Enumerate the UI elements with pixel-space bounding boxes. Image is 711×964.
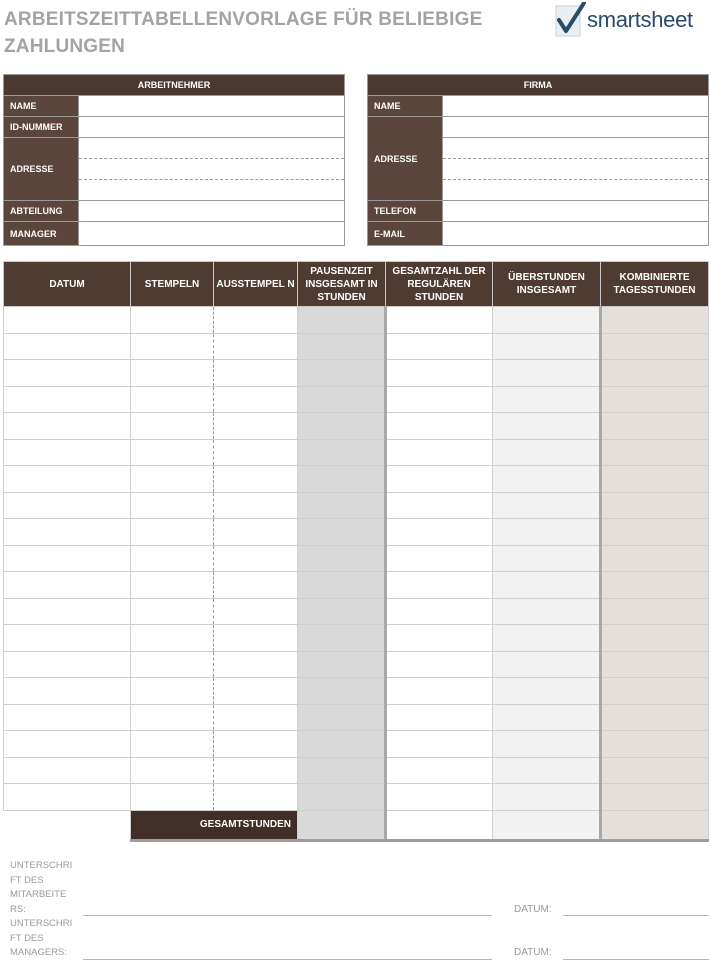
manager-date-label: DATUM: (514, 947, 552, 958)
overtime-cell[interactable] (493, 678, 601, 705)
table-row (4, 307, 709, 334)
overtime-cell[interactable] (493, 307, 601, 334)
clock-in-cell[interactable] (131, 360, 214, 387)
combined-hours-cell[interactable] (601, 757, 709, 784)
regular-hours-cell[interactable] (386, 731, 493, 758)
overtime-cell[interactable] (493, 466, 601, 493)
manager-signature-label: UNTERSCHRI FT DES MANAGERS: (10, 918, 73, 959)
break-cell[interactable] (298, 360, 386, 387)
overtime-cell[interactable] (493, 572, 601, 599)
combined-hours-cell[interactable] (601, 572, 709, 599)
clock-in-cell[interactable] (131, 784, 214, 811)
clock-out-cell[interactable] (214, 386, 298, 413)
break-cell[interactable] (298, 572, 386, 599)
overtime-cell[interactable] (493, 545, 601, 572)
table-row (4, 333, 709, 360)
column-header-overtime: ÜBERSTUNDEN INSGESAMT (493, 262, 601, 307)
employee-date-line[interactable] (563, 915, 709, 916)
combined-hours-cell[interactable] (601, 360, 709, 387)
regular-hours-cell[interactable] (386, 678, 493, 705)
column-header-date: DATUM (4, 262, 131, 307)
break-cell[interactable] (298, 466, 386, 493)
clock-in-cell[interactable] (131, 333, 214, 360)
total-break-cell[interactable] (298, 810, 386, 840)
page-title: ARBEITSZEITTABELLENVORLAGE FÜR BELIEBIGE ZAHLUNGEN (4, 9, 483, 57)
clock-out-cell[interactable] (214, 439, 298, 466)
clock-in-cell[interactable] (131, 492, 214, 519)
clock-in-cell[interactable] (131, 572, 214, 599)
overtime-cell[interactable] (493, 731, 601, 758)
clock-in-cell[interactable] (131, 307, 214, 334)
clock-out-cell[interactable] (214, 598, 298, 625)
break-cell[interactable] (298, 784, 386, 811)
employee-date-label: DATUM: (514, 904, 552, 915)
date-cell[interactable] (4, 625, 131, 652)
break-cell[interactable] (298, 413, 386, 440)
clock-out-cell[interactable] (214, 545, 298, 572)
break-cell[interactable] (298, 545, 386, 572)
employee-manager-label: MANAGER (4, 222, 79, 246)
clock-out-cell[interactable] (214, 678, 298, 705)
date-cell[interactable] (4, 333, 131, 360)
date-cell[interactable] (4, 492, 131, 519)
table-row (4, 545, 709, 572)
combined-hours-cell[interactable] (601, 625, 709, 652)
total-combined-cell[interactable] (601, 810, 709, 840)
break-cell[interactable] (298, 625, 386, 652)
employee-signature-label: UNTERSCHRI FT DES MITARBEITE RS: (10, 860, 73, 915)
date-cell[interactable] (4, 651, 131, 678)
company-address-line-3[interactable] (443, 159, 709, 180)
employee-address-line-2[interactable] (79, 159, 345, 180)
clock-out-cell[interactable] (214, 731, 298, 758)
clock-in-cell[interactable] (131, 386, 214, 413)
clock-out-cell[interactable] (214, 572, 298, 599)
date-cell[interactable] (4, 572, 131, 599)
date-cell[interactable] (4, 757, 131, 784)
clock-in-cell[interactable] (131, 757, 214, 784)
employee-id-field[interactable] (79, 117, 345, 138)
break-cell[interactable] (298, 386, 386, 413)
clock-in-cell[interactable] (131, 704, 214, 731)
regular-hours-cell[interactable] (386, 572, 493, 599)
company-address-line-1[interactable] (443, 117, 709, 138)
regular-hours-cell[interactable] (386, 360, 493, 387)
clock-in-cell[interactable] (131, 731, 214, 758)
overtime-cell[interactable] (493, 757, 601, 784)
column-header-regular-hours: GESAMTZAHL DER REGULÄREN STUNDEN (386, 262, 493, 307)
clock-in-cell[interactable] (131, 413, 214, 440)
regular-hours-cell[interactable] (386, 466, 493, 493)
column-header-break-time: PAUSENZEIT INSGESAMT IN STUNDEN (298, 262, 386, 307)
employee-department-label: ABTEILUNG (4, 201, 79, 222)
overtime-cell[interactable] (493, 625, 601, 652)
break-cell[interactable] (298, 492, 386, 519)
regular-hours-cell[interactable] (386, 492, 493, 519)
table-row (4, 386, 709, 413)
clock-out-cell[interactable] (214, 704, 298, 731)
company-address-label: ADRESSE (368, 117, 443, 201)
column-header-clock-in: STEMPELN (131, 262, 214, 307)
overtime-cell[interactable] (493, 413, 601, 440)
regular-hours-cell[interactable] (386, 704, 493, 731)
employee-id-label: ID-NUMMER (4, 117, 79, 138)
clock-in-cell[interactable] (131, 678, 214, 705)
total-hours-label: GESAMTSTUNDEN (131, 810, 298, 840)
employee-signature-line[interactable] (83, 915, 492, 916)
table-row (4, 519, 709, 546)
overtime-cell[interactable] (493, 492, 601, 519)
break-cell[interactable] (298, 731, 386, 758)
combined-hours-cell[interactable] (601, 598, 709, 625)
date-cell[interactable] (4, 386, 131, 413)
date-cell[interactable] (4, 784, 131, 811)
combined-hours-cell[interactable] (601, 333, 709, 360)
manager-date-line[interactable] (563, 959, 709, 960)
column-header-combined-hours: KOMBINIERTE TAGESSTUNDEN (601, 262, 709, 307)
combined-hours-cell[interactable] (601, 307, 709, 334)
table-row (4, 413, 709, 440)
employee-table (3, 74, 345, 246)
employee-manager-field[interactable] (79, 222, 345, 246)
table-row (4, 492, 709, 519)
clock-out-cell[interactable] (214, 492, 298, 519)
employee-address-label: ADRESSE (4, 138, 79, 201)
break-cell[interactable] (298, 307, 386, 334)
company-email-label: E-MAIL (368, 222, 443, 246)
combined-hours-cell[interactable] (601, 678, 709, 705)
overtime-cell[interactable] (493, 333, 601, 360)
date-cell[interactable] (4, 731, 131, 758)
clock-out-cell[interactable] (214, 413, 298, 440)
overtime-cell[interactable] (493, 784, 601, 811)
logo-text: smartsheet (587, 7, 693, 32)
clock-out-cell[interactable] (214, 466, 298, 493)
date-cell[interactable] (4, 307, 131, 334)
overtime-cell[interactable] (493, 519, 601, 546)
table-row (4, 466, 709, 493)
company-address-line-2[interactable] (443, 138, 709, 159)
company-name-label: NAME (368, 96, 443, 117)
table-row (4, 572, 709, 599)
total-regular-cell[interactable] (386, 810, 493, 840)
table-row (4, 598, 709, 625)
break-cell[interactable] (298, 704, 386, 731)
smartsheet-logo (554, 2, 709, 38)
table-row (4, 704, 709, 731)
clock-in-cell[interactable] (131, 466, 214, 493)
clock-out-cell[interactable] (214, 784, 298, 811)
date-cell[interactable] (4, 545, 131, 572)
clock-out-cell[interactable] (214, 360, 298, 387)
combined-hours-cell[interactable] (601, 492, 709, 519)
regular-hours-cell[interactable] (386, 333, 493, 360)
date-cell[interactable] (4, 360, 131, 387)
break-cell[interactable] (298, 757, 386, 784)
regular-hours-cell[interactable] (386, 651, 493, 678)
clock-out-cell[interactable] (214, 757, 298, 784)
combined-hours-cell[interactable] (601, 784, 709, 811)
regular-hours-cell[interactable] (386, 307, 493, 334)
clock-in-cell[interactable] (131, 651, 214, 678)
employee-address-line-3[interactable] (79, 180, 345, 201)
combined-hours-cell[interactable] (601, 413, 709, 440)
regular-hours-cell[interactable] (386, 439, 493, 466)
regular-hours-cell[interactable] (386, 519, 493, 546)
date-cell[interactable] (4, 678, 131, 705)
overtime-cell[interactable] (493, 651, 601, 678)
break-cell[interactable] (298, 651, 386, 678)
overtime-cell[interactable] (493, 439, 601, 466)
combined-hours-cell[interactable] (601, 651, 709, 678)
break-cell[interactable] (298, 333, 386, 360)
break-cell[interactable] (298, 598, 386, 625)
regular-hours-cell[interactable] (386, 625, 493, 652)
date-cell[interactable] (4, 413, 131, 440)
regular-hours-cell[interactable] (386, 757, 493, 784)
break-cell[interactable] (298, 678, 386, 705)
table-row (4, 651, 709, 678)
company-email-field[interactable] (443, 222, 709, 246)
date-cell[interactable] (4, 598, 131, 625)
overtime-cell[interactable] (493, 704, 601, 731)
combined-hours-cell[interactable] (601, 519, 709, 546)
overtime-cell[interactable] (493, 598, 601, 625)
clock-in-cell[interactable] (131, 439, 214, 466)
company-header: FIRMA (368, 75, 709, 96)
date-cell[interactable] (4, 466, 131, 493)
employee-department-field[interactable] (79, 201, 345, 222)
table-row (4, 678, 709, 705)
combined-hours-cell[interactable] (601, 731, 709, 758)
date-cell[interactable] (4, 519, 131, 546)
clock-in-cell[interactable] (131, 598, 214, 625)
combined-hours-cell[interactable] (601, 439, 709, 466)
employee-name-field[interactable] (79, 96, 345, 117)
table-row (4, 360, 709, 387)
break-cell[interactable] (298, 439, 386, 466)
manager-signature-line[interactable] (83, 959, 492, 960)
total-spacer (4, 810, 131, 840)
regular-hours-cell[interactable] (386, 545, 493, 572)
employee-header: ARBEITNEHMER (4, 75, 345, 96)
company-phone-label: TELEFON (368, 201, 443, 222)
total-overtime-cell[interactable] (493, 810, 601, 840)
clock-out-cell[interactable] (214, 307, 298, 334)
company-table (367, 74, 709, 246)
regular-hours-cell[interactable] (386, 386, 493, 413)
clock-in-cell[interactable] (131, 519, 214, 546)
employee-address-line-1[interactable] (79, 138, 345, 159)
clock-out-cell[interactable] (214, 651, 298, 678)
company-phone-field[interactable] (443, 201, 709, 222)
checkmark-icon (554, 2, 586, 38)
regular-hours-cell[interactable] (386, 598, 493, 625)
company-address-line-4[interactable] (443, 180, 709, 201)
table-row (4, 731, 709, 758)
clock-in-cell[interactable] (131, 545, 214, 572)
combined-hours-cell[interactable] (601, 704, 709, 731)
column-header-clock-out: AUSSTEMPEL N (214, 262, 298, 307)
break-cell[interactable] (298, 519, 386, 546)
table-row (4, 625, 709, 652)
table-row (4, 757, 709, 784)
clock-out-cell[interactable] (214, 625, 298, 652)
regular-hours-cell[interactable] (386, 413, 493, 440)
company-name-field[interactable] (443, 96, 709, 117)
table-row (4, 439, 709, 466)
overtime-cell[interactable] (493, 360, 601, 387)
table-row (4, 784, 709, 811)
timesheet-table (3, 261, 709, 842)
employee-name-label: NAME (4, 96, 79, 117)
combined-hours-cell[interactable] (601, 466, 709, 493)
regular-hours-cell[interactable] (386, 784, 493, 811)
clock-out-cell[interactable] (214, 333, 298, 360)
clock-in-cell[interactable] (131, 625, 214, 652)
overtime-cell[interactable] (493, 386, 601, 413)
date-cell[interactable] (4, 704, 131, 731)
combined-hours-cell[interactable] (601, 386, 709, 413)
clock-out-cell[interactable] (214, 519, 298, 546)
date-cell[interactable] (4, 439, 131, 466)
combined-hours-cell[interactable] (601, 545, 709, 572)
